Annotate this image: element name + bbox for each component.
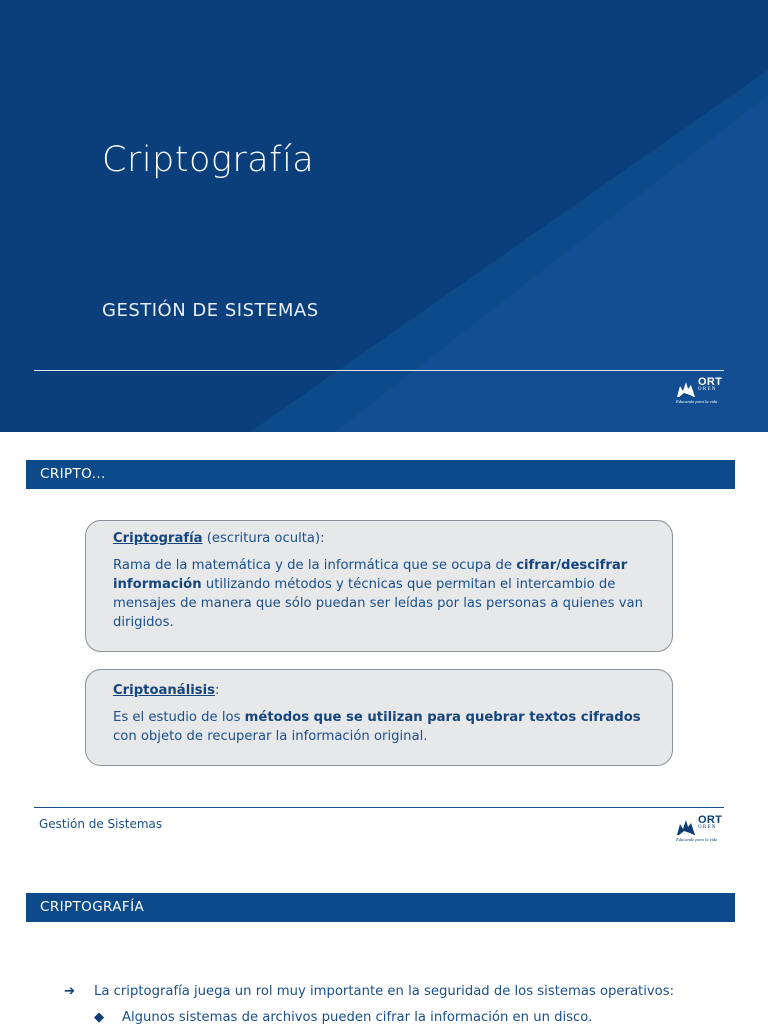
section-header	[26, 460, 735, 489]
flame-icon	[676, 818, 696, 836]
definition-text: utilizando métodos y técnicas que permitan el intercambio de mensajes de manera que sólo puedan ser leídas por las personas a quienes van dirigidos.	[113, 577, 643, 630]
ort-logo	[676, 816, 726, 846]
section-header	[26, 893, 735, 922]
section-header-text: CRIPTOGRAFÍA	[40, 899, 145, 915]
definition-body	[113, 708, 652, 746]
diamond-icon: ◆	[94, 1010, 105, 1024]
definition-term-suffix: (escritura oculta):	[202, 531, 325, 546]
logo-sub: O R E N	[698, 825, 716, 830]
logo-tagline: Educando para la vida	[676, 837, 718, 842]
footer-divider	[34, 807, 724, 808]
definition-term-suffix: :	[214, 683, 220, 698]
definition-box-criptografia	[85, 520, 673, 652]
ort-logo	[676, 378, 726, 408]
footer-text: Gestión de Sistemas	[39, 817, 163, 831]
list-item-text: La criptografía juega un rol muy importante en la seguridad de los sistemas operativos:	[94, 984, 675, 999]
slide-subtitle: GESTIÓN DE SISTEMAS	[102, 300, 319, 321]
flame-icon	[676, 380, 696, 398]
definition-text: Rama de la matemática y de la informática que se ocupa de	[113, 558, 517, 573]
arrow-icon: ➔	[64, 984, 76, 999]
definition-text: Es el estudio de los	[113, 710, 245, 725]
list-item-text: Algunos sistemas de archivos pueden cifrar la información en un disco.	[122, 1010, 593, 1024]
definition-term: Criptografía	[113, 531, 203, 546]
section-header-text: CRIPTO...	[40, 466, 106, 482]
logo-name: ORT	[698, 376, 723, 388]
definition-body	[113, 556, 652, 632]
definition-heading	[113, 529, 325, 548]
definition-term: Criptoanálisis	[113, 683, 215, 698]
background-diagonal	[0, 0, 768, 432]
definition-bold-text: cifrar/descifrar información	[113, 558, 628, 592]
definition-box-criptoanalisis	[85, 669, 673, 766]
divider-line	[34, 370, 724, 371]
title-slide	[0, 0, 768, 432]
cripto-slide	[0, 432, 768, 864]
logo-sub: O R E N	[698, 387, 716, 392]
definition-bold-text: métodos que se utilizan para quebrar textos cifrados	[244, 710, 641, 725]
logo-name: ORT	[698, 814, 723, 826]
logo-tagline: Educando para la vida	[676, 399, 718, 404]
slide-title: Criptografía	[102, 140, 315, 180]
definition-text: con objeto de recuperar la información original.	[113, 729, 428, 744]
definition-heading	[113, 681, 219, 700]
criptografia-slide	[0, 864, 768, 1024]
